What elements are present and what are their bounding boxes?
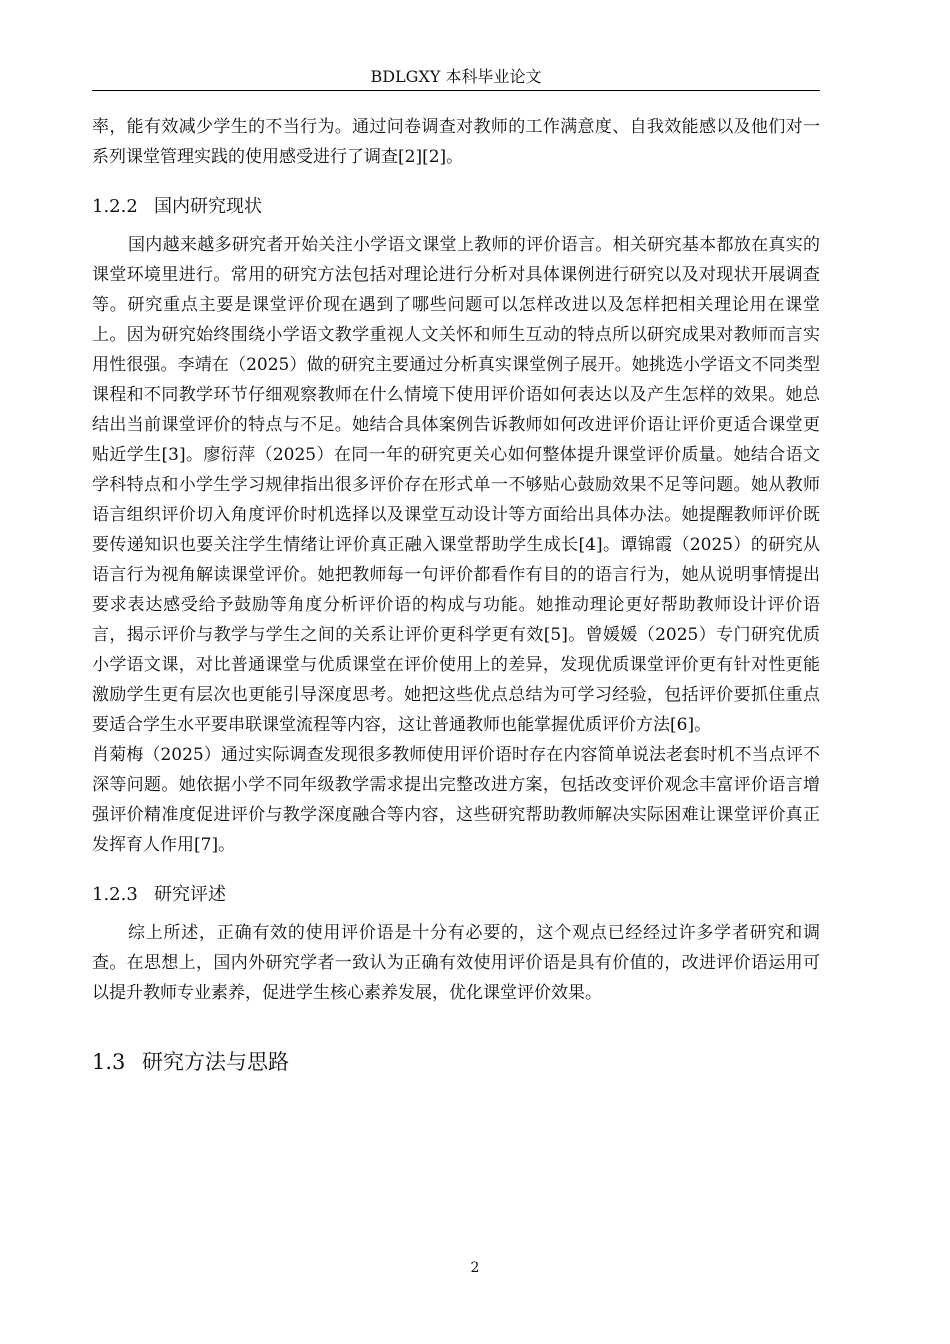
paragraph-domestic-research-cont: 肖菊梅（2025）通过实际调查发现很多教师使用评价语时存在内容简单说法老套时机不当点评不深等问题。她依据小学不同年级教学需求提出完整改进方案，包括改变评价观念丰富评价语言增强评价精准度促进评价与教学深度融合等内容，这些研究帮助教师解决实际困难让课堂评价真正发挥育人作用[7]。 [92,745,820,855]
page-body [92,112,820,1078]
section-number: 1.3 [92,1050,126,1074]
paragraph-domestic-research: 国内越来越多研究者开始关注小学语文课堂上教师的评价语言。相关研究基本都放在真实的课堂环境里进行。常用的研究方法包括对理论进行分析对具体课例进行研究以及对现状开展调查等。研究重点主要是课堂评价现在遇到了哪些问题可以怎样改进以及怎样把相关理论用在课堂上。因为研究始终围绕小学语文教学重视人文关怀和师生互动的特点所以研究成果对教师而言实用性很强。李靖在（2025）做的研究主要通过分析真实课堂例子展开。她挑选小学语文不同类型课程和不同教学环节仔细观察教师在什么情境下使用评价语如何表达以及产生怎样的效果。她总结出当前课堂评价的特点与不足。她结合具体案例告诉教师如何改进评价语让评价更适合课堂更贴近学生[3]。廖衍萍（2025）在同一年的研究更关心如何整体提升课堂评价质量。她结合语文学科特点和小学生学习规律指出很多评价存在形式单一不够贴心鼓励效果不足等问题。她从教师语言组织评价切入角度评价时机选择以及课堂互动设计等方面给出具体办法。她提醒教师评价既要传递知识也要关注学生情绪让评价真正融入课堂帮助学生成长[4]。谭锦霞（2025）的研究从语言行为视角解读课堂评价。她把教师每一句评价都看作有目的的语言行为，她从说明事情提出要求表达感受给予鼓励等角度分析评价语的构成与功能。她推动理论更好帮助教师设计评价语言，揭示评价与教学与学生之间的关系让评价更科学更有效[5]。曾媛媛（2025）专门研究优质小学语文课，对比普通课堂与优质课堂在评价使用上的差异，发现优质课堂评价更有针对性更能激励学生更有层次也更能引导深度思考。她把这些优点总结为可学习经验，包括评价要抓住重点要适合学生水平要串联课堂流程等内容，这让普通教师也能掌握优质评价方法[6]。 [92,235,820,735]
paragraph-intro: 率，能有效减少学生的不当行为。通过问卷调查对教师的工作满意度、自我效能感以及他们对一系列课堂管理实践的使用感受进行了调查[2][2]。 [92,117,820,167]
section-title: 研究评述 [154,884,226,905]
header-title: BDLGXY 本科毕业论文 [370,67,542,86]
section-title: 研究方法与思路 [142,1050,289,1074]
section-number: 1.2.3 [92,884,138,905]
paragraph-review: 综上所述，正确有效的使用评价语是十分有必要的，这个观点已经经过许多学者研究和调查。在思想上，国内外研究学者一致认为正确有效使用评价语是具有价值的，改进评价语运用可以提升教师专业素养，促进学生核心素养发展，优化课堂评价效果。 [92,923,820,1003]
page-header [92,66,820,91]
section-number: 1.2.2 [92,196,138,217]
section-heading-1-2-3 [92,880,820,910]
section-title: 国内研究现状 [154,196,262,217]
page-number: 2 [470,1260,480,1276]
section-heading-1-2-2 [92,192,820,222]
section-heading-1-3 [92,1046,820,1078]
